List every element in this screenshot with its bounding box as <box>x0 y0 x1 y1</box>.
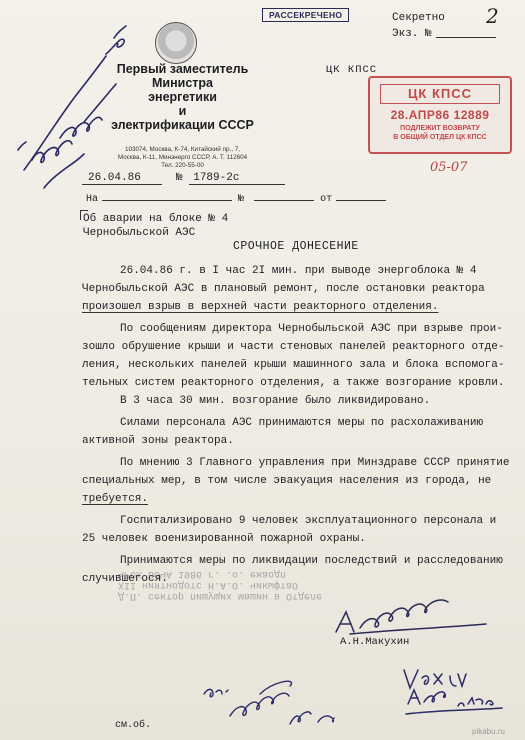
copy-number-field <box>392 28 496 40</box>
ministry-line: Министра <box>152 76 213 90</box>
paragraph <box>82 414 502 450</box>
ministry-address <box>80 146 285 170</box>
text-line: Госпитализировано 9 человек эксплуатационного персонала и <box>120 515 497 527</box>
document-title: СРОЧНОЕ ДОНЕСЕНИЕ <box>233 240 359 253</box>
handwritten-archive-note <box>200 676 360 728</box>
text-line: Силами персонала АЭС принимаются меры по расхолаживанию <box>120 417 484 429</box>
ministry-header <box>100 62 265 132</box>
page-number: 2 <box>486 4 499 28</box>
ministry-line: энергетики <box>148 90 217 104</box>
paragraph <box>82 512 502 548</box>
na-number-sign: № <box>238 194 245 205</box>
text-line: В 3 часа 30 мин. возгорание было ликвидировано. <box>120 395 431 407</box>
paragraph <box>82 454 510 508</box>
source-watermark: pikabu.ru <box>472 727 505 736</box>
see-reverse-note: см.об. <box>115 720 152 731</box>
text-line: 25 человек военизированной пожарной охраны. <box>82 533 366 545</box>
text-line: требуется. <box>82 493 149 505</box>
document-body <box>82 262 510 588</box>
bleed-line: Д.П. сектор пишущих машин в Отделе <box>118 590 323 601</box>
signer-name: А.Н.Макухин <box>340 636 410 648</box>
text-line: произошел взрыв в верхней части реакторного отделения. <box>82 301 439 313</box>
reception-stamp-title: ЦК КПСС <box>380 84 500 104</box>
document-number <box>176 172 285 185</box>
reception-stamp-date: 28.АПР86 12889 <box>390 108 490 122</box>
number-sign: № <box>176 172 183 184</box>
addressee: ЦК КПСС <box>326 64 378 76</box>
text-line: Чернобыльской АЭС в плановый ремонт, после остановки реактора <box>82 283 485 295</box>
handwritten-archive-signature <box>398 664 508 720</box>
reception-stamp <box>368 76 512 154</box>
document-date <box>82 172 162 185</box>
ministry-line: электрификации СССР <box>111 118 254 132</box>
ministry-line: Первый заместитель <box>116 62 249 76</box>
text-line: 26.04.86 г. в I час 2I мин. при выводе энергоблока № 4 <box>120 265 477 277</box>
handwritten-red-number: 05-07 <box>430 160 468 175</box>
subject <box>83 212 228 240</box>
address-line: 103074, Москва, К-74, Китайский пр., 7, <box>125 146 240 153</box>
ot-rule <box>336 200 386 201</box>
text-line: По сообщениям директора Чернобыльской АЭС при взрыве прои- <box>120 323 503 335</box>
text-line: По мнению 3 Главного управления при Минздраве СССР принятие <box>120 457 510 469</box>
declassified-stamp: РАССЕКРЕЧЕНО <box>262 8 349 22</box>
ussr-emblem-icon <box>155 22 197 64</box>
bleed-line: ЧРОХ ВОЧА 1986 г. .о. ежаодп <box>118 568 287 579</box>
address-line: Тел. 220-55-00 <box>161 162 204 169</box>
copy-number-rule <box>436 37 496 38</box>
text-line: Принимаются меры по ликвидации последствий и расследованию <box>120 555 503 567</box>
text-line: специальных мер, в том числе эвакуация населения из города, не <box>82 475 492 487</box>
secrecy-label: Секретно <box>392 12 445 24</box>
subject-line: Чернобыльской АЭС <box>83 227 196 239</box>
ot-label: от <box>320 194 333 205</box>
text-line: активной зоны реактора. <box>82 435 234 447</box>
paragraph <box>82 392 502 410</box>
document-date-value: 26.04.86 <box>82 172 162 185</box>
na-rule <box>102 200 232 201</box>
na-number-rule <box>254 200 314 201</box>
bleed-through-text <box>118 568 448 601</box>
bleed-line: ХII ниятнодотс Н.А.О. чикыфтаО <box>118 579 299 590</box>
handwritten-signature <box>330 606 490 640</box>
na-label: На <box>86 194 99 205</box>
text-line: ления, нескольких панелей крыши машинного зала и блока вспомога- <box>82 359 505 371</box>
reference-line <box>86 194 386 205</box>
text-line: зошло обрушение крыши и части стеновых панелей реакторного отде- <box>82 341 505 353</box>
copy-number-label: Экз. № <box>392 28 432 40</box>
text-line: тельных систем реакторного отделения, а также возгорание кровли. <box>82 377 505 389</box>
reception-stamp-line: ПОДЛЕЖИТ ВОЗВРАТУ <box>400 125 480 132</box>
subject-line: Об аварии на блоке № 4 <box>83 213 229 225</box>
text-line: случившегося. <box>82 573 168 585</box>
ministry-line: и <box>178 104 187 118</box>
reception-stamp-line: В ОБЩИЙ ОТДЕЛ ЦК КПСС <box>393 134 487 141</box>
document-number-value: 1789-2с <box>189 172 285 185</box>
paragraph <box>82 262 502 316</box>
address-line: Москва, К-11, Минэнерго СССР, А. Т. 112604 <box>117 154 248 161</box>
paragraph <box>82 320 505 392</box>
